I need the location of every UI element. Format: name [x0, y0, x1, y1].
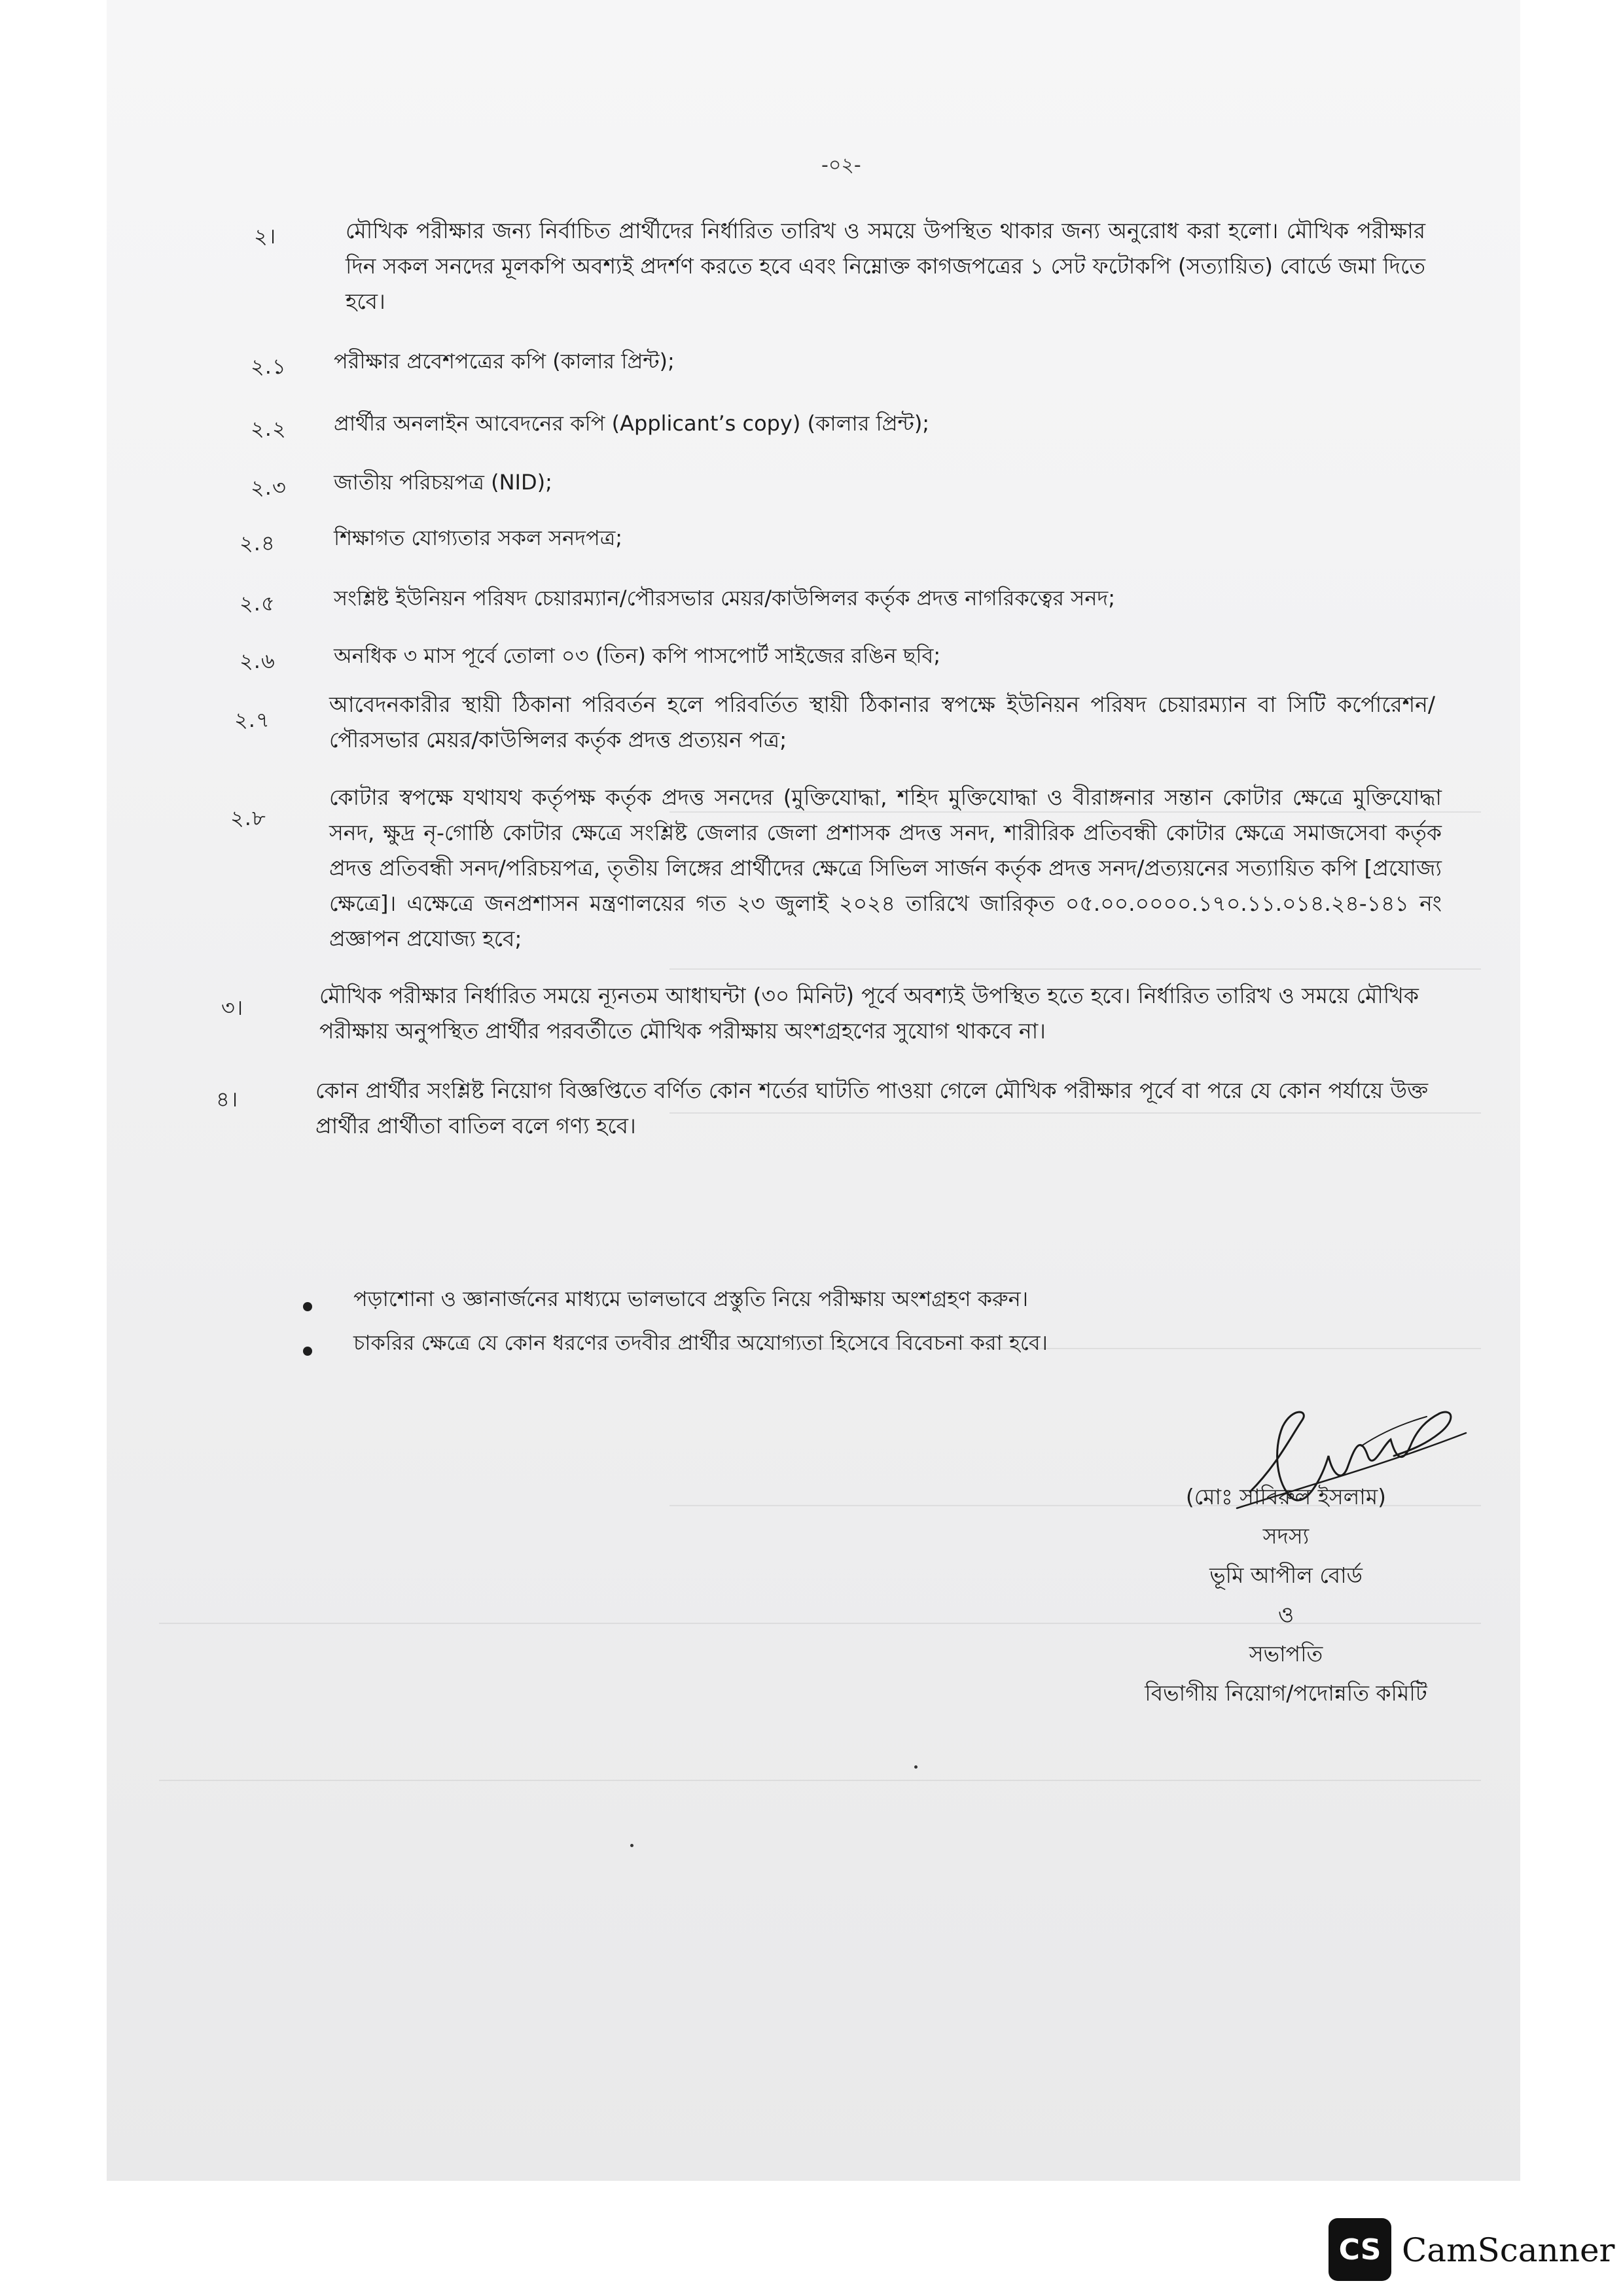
signatory-block — [1135, 1477, 1436, 1713]
item-text: সংশ্লিষ্ট ইউনিয়ন পরিষদ চেয়ারম্যান/পৌরসভার মেয়র/কাউন্সিলর কর্তৃক প্রদত্ত নাগরিকত্বের সনদ; — [334, 586, 1116, 610]
section-number: ২। — [254, 224, 277, 249]
signatory-name: (মোঃ সাবিরুল ইসলাম) — [1185, 1484, 1387, 1510]
item-text: প্রার্থীর অনলাইন আবেদনের কপি (Applicant’s copy) (কালার প্রিন্ট); — [334, 411, 930, 436]
item-number: ২.২ — [251, 416, 287, 441]
camscanner-brand: CamScanner — [1402, 2231, 1615, 2269]
item-text: জাতীয় পরিচয়পত্র (NID); — [334, 470, 552, 495]
bleed-through-rule — [669, 968, 1481, 970]
item-number: ২.৭ — [234, 707, 270, 732]
signatory-org: ভূমি আপীল বোর্ড — [1209, 1563, 1363, 1588]
item-number: ২.৩ — [251, 475, 287, 500]
bullet-text: পড়াশোনা ও জ্ঞানার্জনের মাধ্যমে ভালভাবে প্রস্তুতি নিয়ে পরীক্ষায় অংশগ্রহণ করুন। — [353, 1286, 1029, 1311]
section-text: মৌখিক পরীক্ষার জন্য নির্বাচিত প্রার্থীদের নির্ধারিত তারিখ ও সময়ে উপস্থিত থাকার জন্য অনুরোধ করা হলো। মৌখিক পরীক্ষার দিন সকল সনদের মূলকপি অবশ্যই প্রদর্শণ করতে হবে এবং নিম্নোক্ত কাগজপত্রের ১ সেট ফটোকপি (সত্যায়িত) বোর্ডে জমা দিতে হবে। — [346, 218, 1425, 314]
signatory-conjunction: ও — [1277, 1602, 1294, 1627]
item-text: পরীক্ষার প্রবেশপত্রের কপি (কালার প্রিন্ট); — [334, 349, 675, 374]
item-number: ২.১ — [251, 354, 287, 379]
item-number: ২.৮ — [230, 805, 266, 830]
bullet-dot — [303, 1302, 312, 1311]
signatory-committee: বিভাগীয় নিয়োগ/পদোন্নতি কমিটি — [1145, 1680, 1427, 1706]
scan-speck — [630, 1844, 633, 1847]
item-number: ২.৫ — [240, 591, 276, 616]
item-number: ২.৬ — [240, 648, 276, 673]
section-text: কোন প্রার্থীর সংশ্লিষ্ট নিয়োগ বিজ্ঞপ্তিতে বর্ণিত কোন শর্তের ঘাটতি পাওয়া গেলে মৌখিক পরীক্ষার পূর্বে বা পরে যে কোন পর্যায়ে উক্ত প্রার্থীর প্রার্থীতা বাতিল বলে গণ্য হবে। — [315, 1078, 1428, 1139]
section-number: ৪। — [216, 1087, 239, 1112]
page-number: -০২- — [821, 154, 861, 177]
section-text: মৌখিক পরীক্ষার নির্ধারিত সময়ে ন্যূনতম আধাঘন্টা (৩০ মিনিট) পূর্বে অবশ্যই উপস্থিত হতে হবে। নির্ধারিত তারিখ ও সময়ে মৌখিক পরীক্ষায় অনুপস্থিত প্রার্থীর পরবর্তীতে মৌখিক পরীক্ষায় অংশগ্রহণের সুযোগ থাকবে না। — [319, 983, 1419, 1044]
item-text: কোটার স্বপক্ষে যথাযথ কর্তৃপক্ষ কর্তৃক প্রদত্ত সনদের (মুক্তিযোদ্ধা, শহিদ মুক্তিযোদ্ধা ও বীরাঙ্গনার সন্তান কোটার ক্ষেত্রে মুক্তিযোদ্ধা সনদ, ক্ষুদ্র নৃ-গোষ্ঠি কোটার ক্ষেত্রে সংশ্লিষ্ট জেলার জেলা প্রশাসক প্রদত্ত সনদ, শারীরিক প্রতিবন্ধী কোটার ক্ষেত্রে সমাজসেবা কর্তৃক প্রদত্ত প্রতিবন্ধী সনদ/পরিচয়পত্র, তৃতীয় লিঙ্গের প্রার্থীদের ক্ষেত্রে সিভিল সার্জন কর্তৃক প্রদত্ত সনদ/প্রত্যয়নের সত্যায়িত কপি [প্রযোজ্য ক্ষেত্রে]। এক্ষেত্রে জনপ্রশাসন মন্ত্রণালয়ের গত ২৩ জুলাই ২০২৪ তারিখে জারিকৃত ০৫.০০.০০০০.১৭০.১১.০১৪.২৪-১৪১ নং প্রজ্ঞাপন প্রযোজ্য হবে; — [329, 785, 1442, 951]
scan-speck — [914, 1765, 918, 1769]
signatory-title: সদস্য — [1262, 1523, 1310, 1549]
item-number: ২.৪ — [240, 531, 276, 556]
bullet-text: চাকরির ক্ষেত্রে যে কোন ধরণের তদবীর প্রার্থীর অযোগ্যতা হিসেবে বিবেচনা করা হবে। — [353, 1330, 1048, 1355]
section-number: ৩। — [221, 995, 244, 1020]
item-text: শিক্ষাগত যোগ্যতার সকল সনদপত্র; — [334, 525, 623, 550]
bullet-dot — [303, 1347, 312, 1356]
signatory-role: সভাপতি — [1249, 1641, 1323, 1667]
item-text: অনধিক ৩ মাস পূর্বে তোলা ০৩ (তিন) কপি পাসপোর্ট সাইজের রঙিন ছবি; — [334, 643, 941, 668]
camscanner-logo-icon: CS — [1329, 2218, 1391, 2281]
bleed-through-rule — [159, 1780, 1481, 1781]
item-text: আবেদনকারীর স্থায়ী ঠিকানা পরিবর্তন হলে পরিবর্তিত স্থায়ী ঠিকানার স্বপক্ষে ইউনিয়ন পরিষদ চেয়ারম্যান বা সিটি কর্পোরেশন/পৌরসভার মেয়র/কাউন্সিলর কর্তৃক প্রদত্ত প্রত্যয়ন পত্র; — [329, 692, 1435, 752]
